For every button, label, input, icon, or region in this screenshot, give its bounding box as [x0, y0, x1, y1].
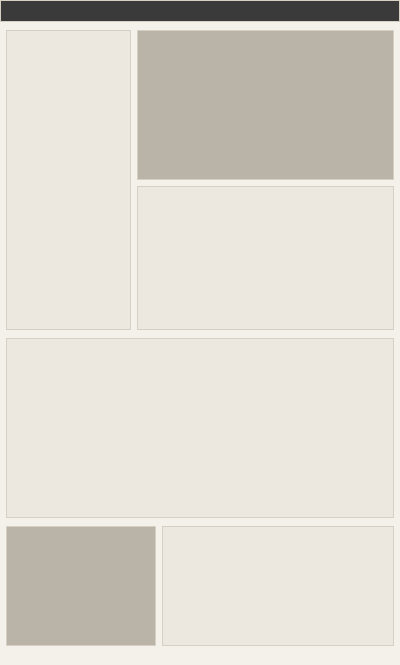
photo-top	[137, 30, 394, 180]
article-bottom	[6, 338, 394, 518]
masthead-strip	[0, 0, 400, 22]
article-footer	[162, 526, 394, 646]
article-left	[6, 30, 131, 330]
photo-bottom	[6, 526, 156, 646]
article-center	[137, 186, 394, 330]
